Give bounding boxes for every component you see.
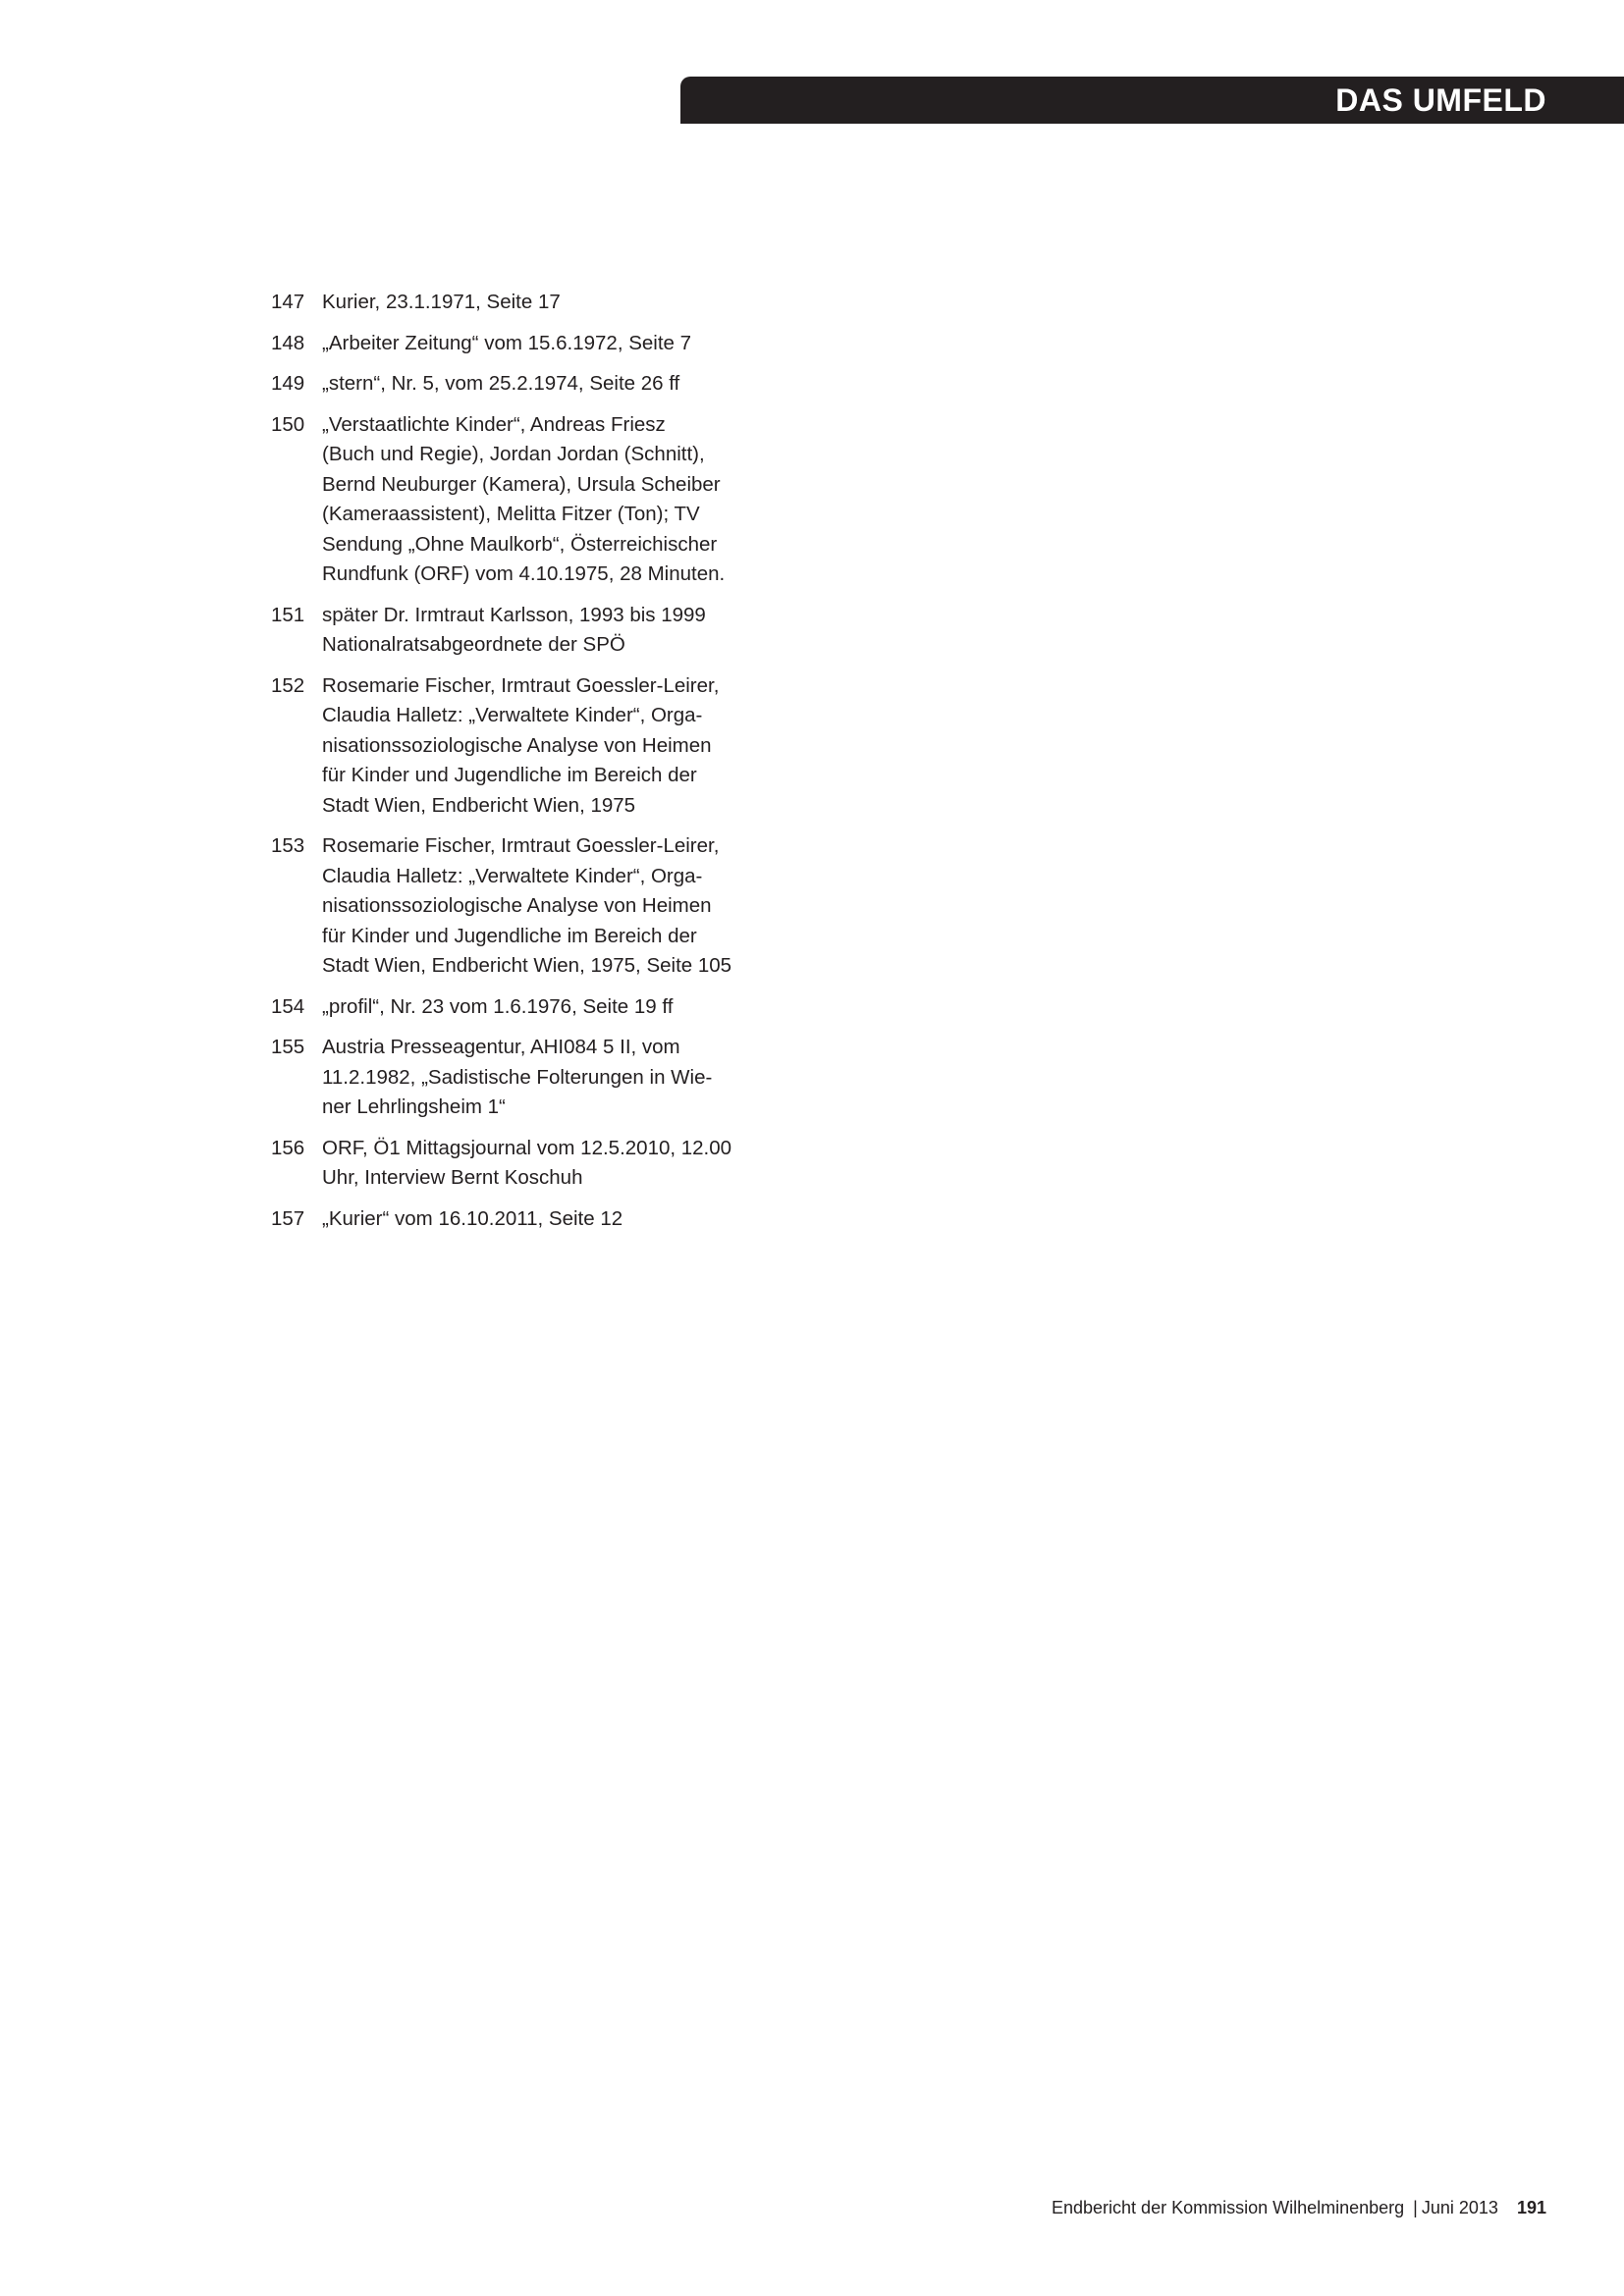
footnote-number: 154 xyxy=(271,994,305,1018)
footnote-item xyxy=(271,992,752,1023)
footnote-number: 155 xyxy=(271,1036,305,1058)
footnote-text: „profil“, Nr. 23 vom 1.6.1976, Seite 19 ff xyxy=(322,994,674,1018)
footnote-number: 156 xyxy=(271,1136,305,1159)
footer-separator: | xyxy=(1413,2198,1418,2217)
footnote-item xyxy=(271,671,752,822)
footnote-number: 149 xyxy=(271,372,305,395)
footnote-item xyxy=(271,1033,752,1123)
footnote-text: später Dr. Irmtraut Karlsson, 1993 bis 1999 Nationalratsabgeordnete der SPÖ xyxy=(322,603,706,656)
footer-date: Juni 2013 xyxy=(1421,2198,1498,2217)
footnote-number: 157 xyxy=(271,1206,305,1230)
footnote-item xyxy=(271,1204,752,1235)
footnote-item xyxy=(271,410,752,590)
footnote-number: 148 xyxy=(271,331,305,354)
footnote-text: Rosemarie Fischer, Irmtraut Goessler-Leirer, Claudia Halletz: „Verwaltete Kinder“, Orga- nisationssoziologische Analyse von Heimen für Kinder und Jugendliche im Bereich der Stadt Wien, Endbericht Wien, 1975 xyxy=(322,673,720,817)
section-title: DAS UMFELD xyxy=(1335,82,1546,118)
footnote-item xyxy=(271,601,752,661)
footnote-item xyxy=(271,1134,752,1194)
footnote-text: „Arbeiter Zeitung“ vom 15.6.1972, Seite 7 xyxy=(322,331,692,354)
footer-report-title: Endbericht der Kommission Wilhelminenberg xyxy=(1052,2198,1405,2217)
footnote-text: Rosemarie Fischer, Irmtraut Goessler-Leirer, Claudia Halletz: „Verwaltete Kinder“, Orga- nisationssoziologische Analyse von Heimen für Kinder und Jugendliche im Bereich der Stadt Wien, Endbericht Wien, 1975, Seite 105 xyxy=(322,834,732,977)
footnote-text: „stern“, Nr. 5, vom 25.2.1974, Seite 26 ff xyxy=(322,372,680,395)
footnote-item xyxy=(271,329,752,359)
footnote-list xyxy=(271,288,752,1245)
footnote-item xyxy=(271,288,752,318)
footnote-number: 147 xyxy=(271,291,305,313)
footnote-text: „Kurier“ vom 16.10.2011, Seite 12 xyxy=(322,1206,623,1230)
footnote-number: 152 xyxy=(271,673,305,697)
footnote-item xyxy=(271,369,752,400)
footnote-text: Kurier, 23.1.1971, Seite 17 xyxy=(322,291,561,313)
section-header-bar xyxy=(680,77,1624,124)
footnote-item xyxy=(271,831,752,982)
page-number: 191 xyxy=(1516,2198,1546,2217)
footnote-text: ORF, Ö1 Mittagsjournal vom 12.5.2010, 12.00 Uhr, Interview Bernt Koschuh xyxy=(322,1136,732,1189)
footnote-number: 153 xyxy=(271,834,305,857)
page-footer xyxy=(1052,2195,1546,2220)
footnote-number: 151 xyxy=(271,603,305,626)
footnote-number: 150 xyxy=(271,412,305,436)
footnote-text: Austria Presseagentur, AHI084 5 II, vom 11.2.1982, „Sadistische Folterungen in Wie- ner Lehrlingsheim 1“ xyxy=(322,1036,713,1118)
footnote-text: „Verstaatlichte Kinder“, Andreas Friesz (Buch und Regie), Jordan Jordan (Schnitt), Bernd Neuburger (Kamera), Ursula Scheiber (Kameraassistent), Melitta Fitzer (Ton); TV Sendung „Ohne Maulkorb“, Österreichischer Rundfunk (ORF) vom 4.10.1975, 28 Minuten. xyxy=(322,412,726,585)
